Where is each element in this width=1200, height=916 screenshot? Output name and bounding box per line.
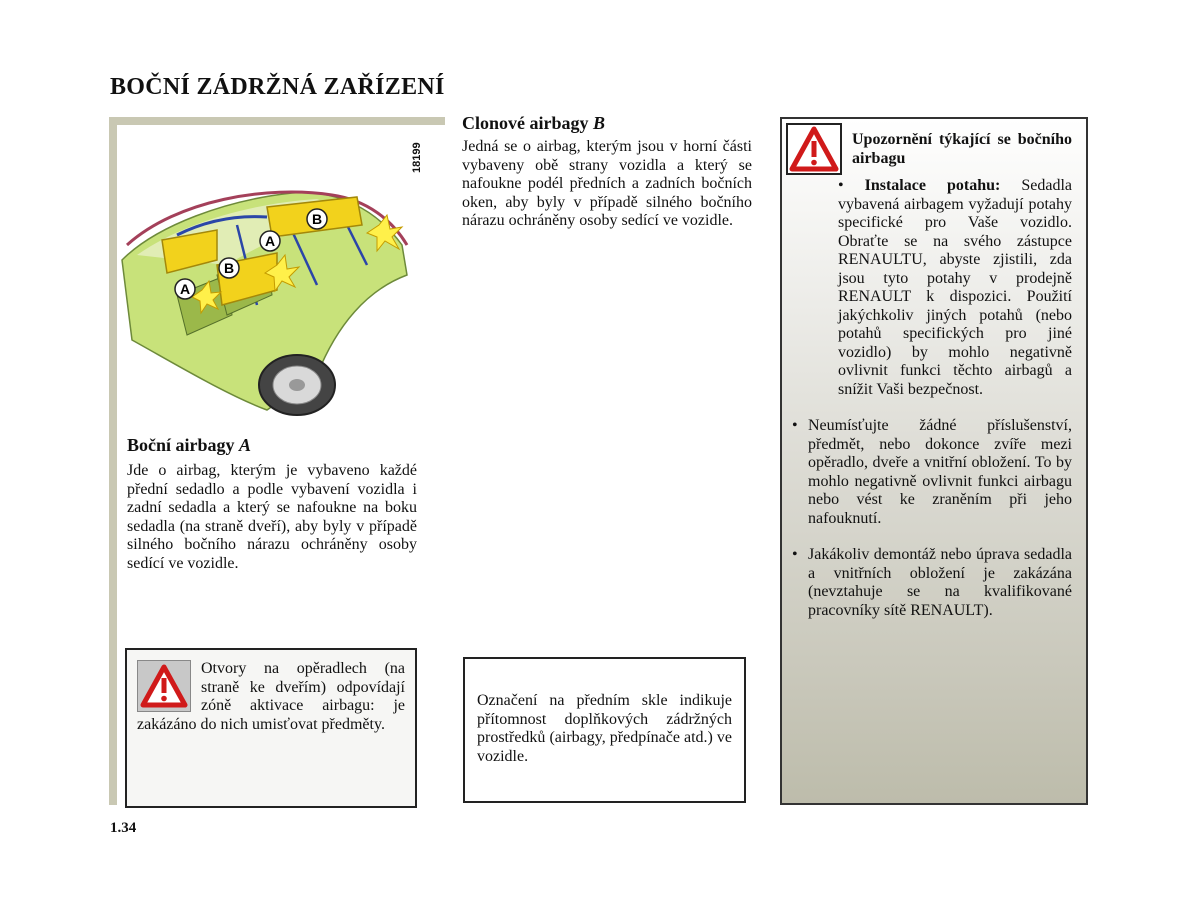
figure-number: 18199 bbox=[411, 142, 423, 173]
left-column bbox=[109, 117, 445, 805]
car-airbag-illustration bbox=[117, 125, 427, 425]
left-warning-box bbox=[125, 648, 417, 808]
callout-a-rear: A bbox=[264, 233, 276, 249]
warning-triangle-icon bbox=[137, 660, 191, 712]
right-panel-heading: Upozornění týkající se bočního airbagu bbox=[852, 131, 1072, 167]
curtain-airbags-section bbox=[462, 113, 752, 231]
side-airbags-heading: Boční airbagy A bbox=[127, 435, 252, 455]
callout-a-front: A bbox=[179, 281, 191, 297]
right-panel-list bbox=[792, 177, 1072, 638]
left-warning-text: Otvory na opěradlech (na straně ke dveřím) odpovídají zóně aktivace airbagu: je zakázáno do nich umisťovat předměty. bbox=[137, 660, 405, 733]
side-airbags-text: Jde o airbag, kterým je vybaveno každé přední sedadlo a podle vybavení vozidla i zadní sedadla a který se nafoukne na boku sedadla (na straně dveří), aby byly v případě silného bočního nárazu ochráněny osoby sedící ve vozidle. bbox=[127, 462, 417, 572]
windshield-note-box bbox=[463, 657, 746, 803]
callout-b-front: B bbox=[223, 260, 235, 276]
curtain-airbags-heading: Clonové airbagy B bbox=[462, 113, 606, 133]
list-item: • Neumísťujte žádné příslušenství, předmět, nebo dokonce zvíře mezi opěradlo, dveře a vnitřní obložení. To by mohlo negativně ovlivnit funkci airbagu nebo vést ke zraněním při jeho nafouknutí. bbox=[792, 417, 1072, 527]
list-item: • Instalace potahu: Sedadla vybavená airbagem vyžadují potahy specifické pro Vaše vozidlo. Obraťte se na svého zástupce RENAULTU, abyste zjistili, zda jsou tyto potahy v prodejně RENAULT k dispozici. Použití jakýchkoliv jiných potahů (nebo potahů specifických pro jiné vozidlo) by mohlo negativně ovlivnit funkci těchto airbagů a snížit Vaši bezpečnost. bbox=[838, 177, 1072, 398]
windshield-note-text: Označení na předním skle indikuje přítomnost doplňkových zádržných prostředků (airbagy, předpínače atd.) ve vozidle. bbox=[477, 692, 732, 765]
callout-b-rear: B bbox=[311, 211, 323, 227]
page-title: BOČNÍ ZÁDRŽNÁ ZAŘÍZENÍ bbox=[110, 74, 445, 100]
curtain-airbags-text: Jedná se o airbag, kterým jsou v horní části vybaveny obě strany vozidla a který se nafoukne podél předních a zadních bočních oken, aby byly v případě silného bočního nárazu ochráněny osoby sedící ve vozidle. bbox=[462, 138, 752, 229]
side-airbags-section bbox=[127, 435, 417, 573]
warning-triangle-icon bbox=[786, 123, 842, 175]
right-warning-panel bbox=[780, 117, 1088, 805]
page-number: 1.34 bbox=[110, 820, 137, 836]
list-item: • Jakákoliv demontáž nebo úprava sedadla a vnitřních obložení je zakázána (nevztahuje se na kvalifikované pracovníky sítě RENAULT). bbox=[792, 546, 1072, 619]
